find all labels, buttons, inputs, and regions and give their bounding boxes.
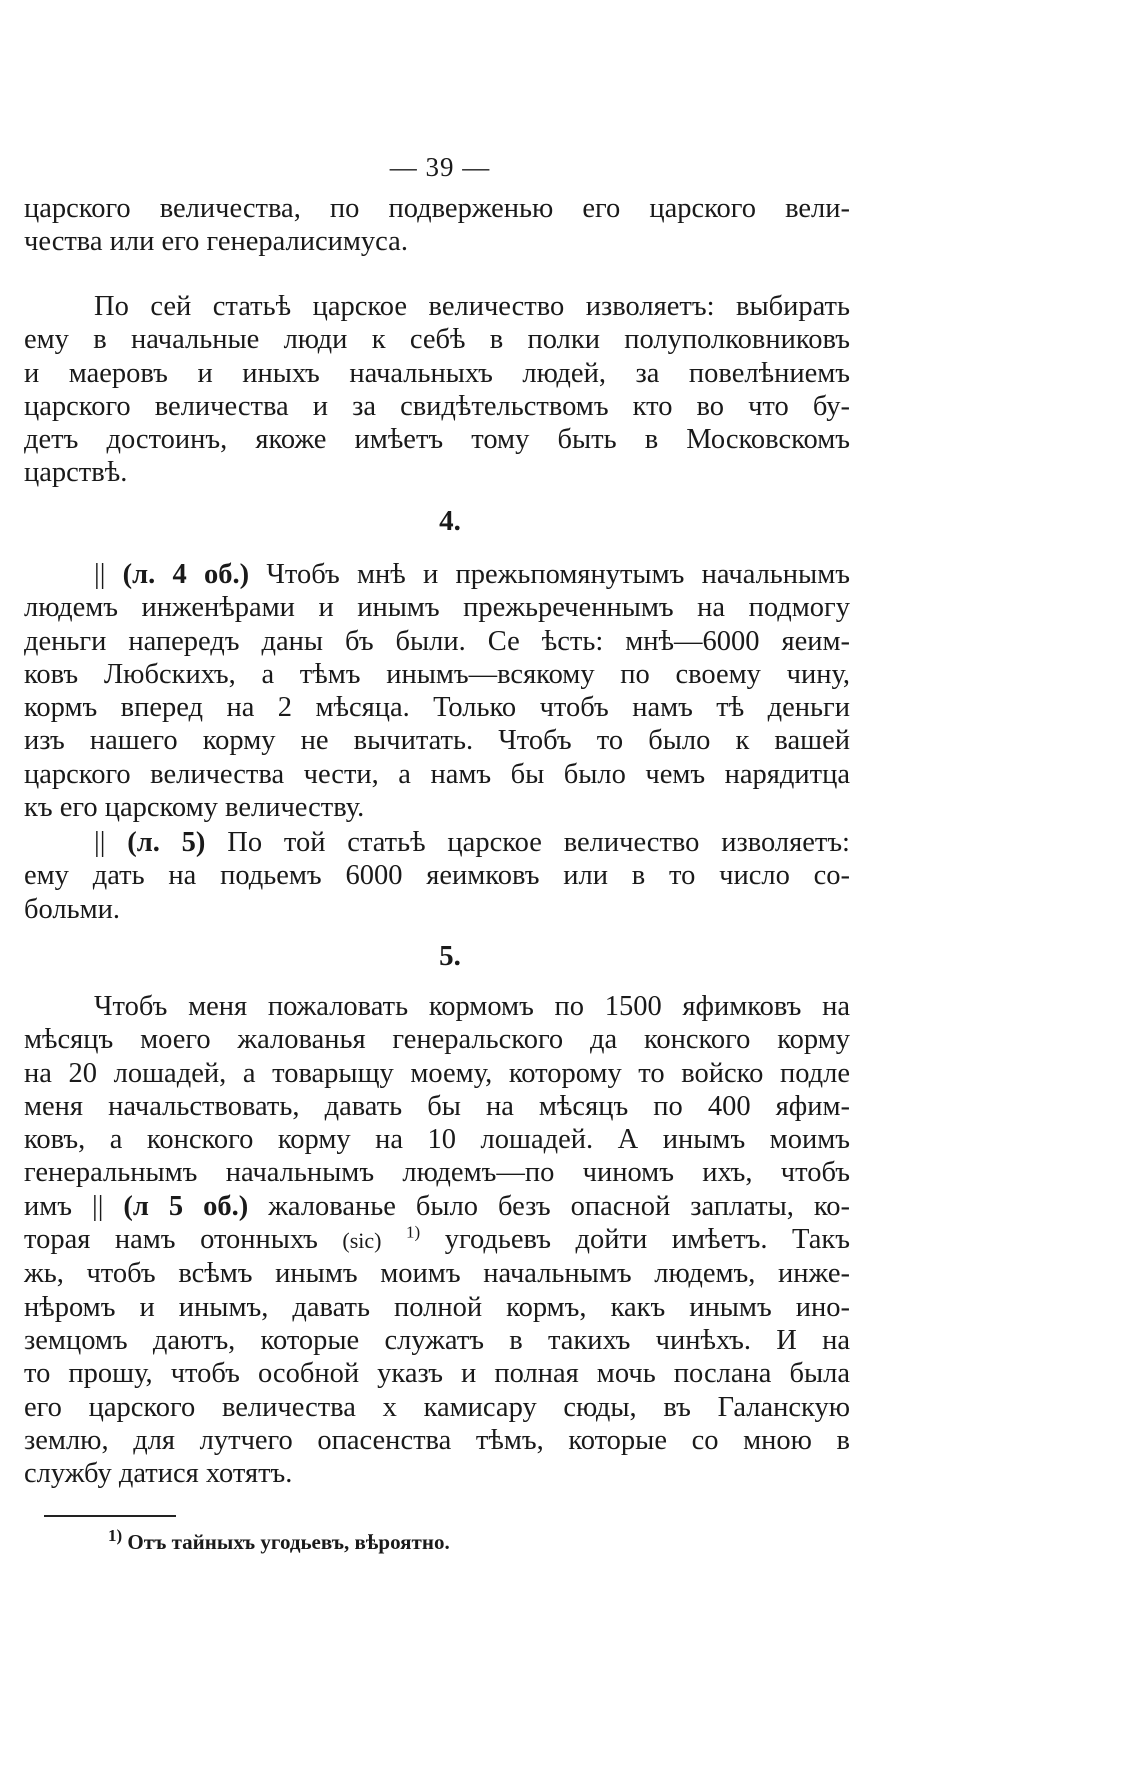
sic-marker: (sic) — [342, 1228, 382, 1254]
text-line: ковъ Любскихъ, а тѣмъ инымъ—всякому по своему чину, — [24, 658, 850, 690]
section-heading-5: 5. — [439, 940, 461, 972]
text-line: то прошу, чтобъ особной указъ и полная мочь послана была — [24, 1358, 850, 1390]
folio-mark: || — [94, 559, 123, 590]
text-line: царского величества и за свидѣтельствомъ кто во что бу- — [24, 390, 850, 422]
text-line: землю, для лутчего опасенства тѣмъ, которые со мною в — [24, 1424, 850, 1456]
folio-reference: (л 5 об.) — [123, 1190, 249, 1222]
text-line: ему дать на подьемъ 6000 яеимковъ или в то число со- — [24, 860, 850, 892]
folio-mark: || — [94, 827, 128, 858]
paragraph-resolution-3 — [24, 290, 850, 490]
text-line: жь, чтобъ всѣмъ инымъ моимъ начальнымъ людемъ, инже- — [24, 1258, 850, 1290]
text-segment: имъ || — [24, 1190, 124, 1222]
text-line: его царского величества х камисару сюды, въ Галанскую — [24, 1391, 850, 1423]
text-line: меня начальствовать, давать бы на мѣсяцъ по 400 яфим- — [24, 1090, 850, 1122]
text-line: царствѣ. — [24, 457, 128, 489]
text-line: царского величества чести, а намъ бы было чемъ нарядитца — [24, 758, 850, 790]
text-line — [24, 1223, 850, 1257]
footnote-reference: 1) — [406, 1222, 421, 1242]
footnote-divider — [44, 1515, 176, 1517]
text-segment: жалованье было безъ опасной заплаты, ко- — [248, 1190, 850, 1222]
text-line: людемъ инженѣрами и инымъ прежьреченнымъ на подмогу — [24, 592, 850, 624]
paragraph-continuation — [24, 192, 850, 259]
text-line: деньги напередъ даны бъ были. Се ѣсть: мнѣ—6000 яеим- — [24, 625, 850, 657]
text-line: ему в начальные люди к себѣ в полки полуполковниковъ — [24, 324, 850, 356]
paragraph-resolution-4 — [24, 826, 850, 926]
text-line: генеральнымъ начальнымъ людемъ—по чиномъ ихъ, чтобъ — [24, 1157, 850, 1189]
text-line: и маеровъ и иныхъ начальныхъ людей, за повелѣниемъ — [24, 357, 850, 389]
text-line: на 20 лошадей, а товарыщу моему, которому то войско подле — [24, 1057, 850, 1089]
folio-reference: (л. 5) — [127, 827, 206, 858]
text-line — [24, 558, 850, 591]
text-line — [24, 1190, 850, 1223]
text-segment: торая намъ отонныхъ — [24, 1224, 343, 1256]
folio-reference: (л. 4 об.) — [122, 559, 250, 590]
text-line — [24, 826, 850, 859]
text-line: изъ нашего корму не вычитать. Чтобъ то было к вашей — [24, 725, 850, 757]
text-line: По сей статьѣ царское величество изволяетъ: выбирать — [94, 291, 850, 322]
text-line: къ его царскому величеству. — [24, 792, 365, 824]
text-line: Чтобъ меня пожаловать кормомъ по 1500 яфимковъ на — [94, 991, 850, 1022]
text-segment: По той статьѣ царское величество изволяетъ: — [205, 827, 850, 858]
text-line: детъ достоинъ, якоже имѣетъ тому быть в Московскомъ — [24, 424, 850, 456]
text-line: ковъ, а конского корму на 10 лошадей. А инымъ моимъ — [24, 1124, 850, 1156]
text-line: службу датися хотятъ. — [24, 1458, 293, 1490]
footnote-marker: 1) — [108, 1526, 123, 1545]
paragraph-article-4 — [24, 558, 850, 824]
footnote — [108, 1526, 450, 1555]
text-segment: Чтобъ мнѣ и прежьпомянутымъ начальнымъ — [249, 559, 850, 590]
page-number: — 39 — — [389, 152, 491, 182]
text-line: земцомъ даютъ, которые служатъ в такихъ чинѣхъ. И на — [24, 1324, 850, 1356]
section-heading-4: 4. — [439, 505, 461, 537]
text-line: нѣромъ и инымъ, давать полной кормъ, какъ инымъ ино- — [24, 1291, 850, 1323]
text-line: больми. — [24, 893, 121, 925]
text-line: кормъ вперед на 2 мѣсяца. Только чтобъ намъ тѣ деньги — [24, 692, 850, 724]
text-line: царского величества, по подверженью его царского вели- — [24, 193, 850, 224]
text-line: чества или его генералисимуса. — [24, 226, 408, 258]
footnote-text: Отъ тайныхъ угодьевъ, вѣроятно. — [122, 1530, 450, 1554]
text-segment: угодьевъ дойти имѣетъ. Такъ — [420, 1224, 850, 1256]
paragraph-article-5 — [24, 990, 850, 1490]
text-line: мѣсяцъ моего жалованья генеральского да конского корму — [24, 1024, 850, 1056]
